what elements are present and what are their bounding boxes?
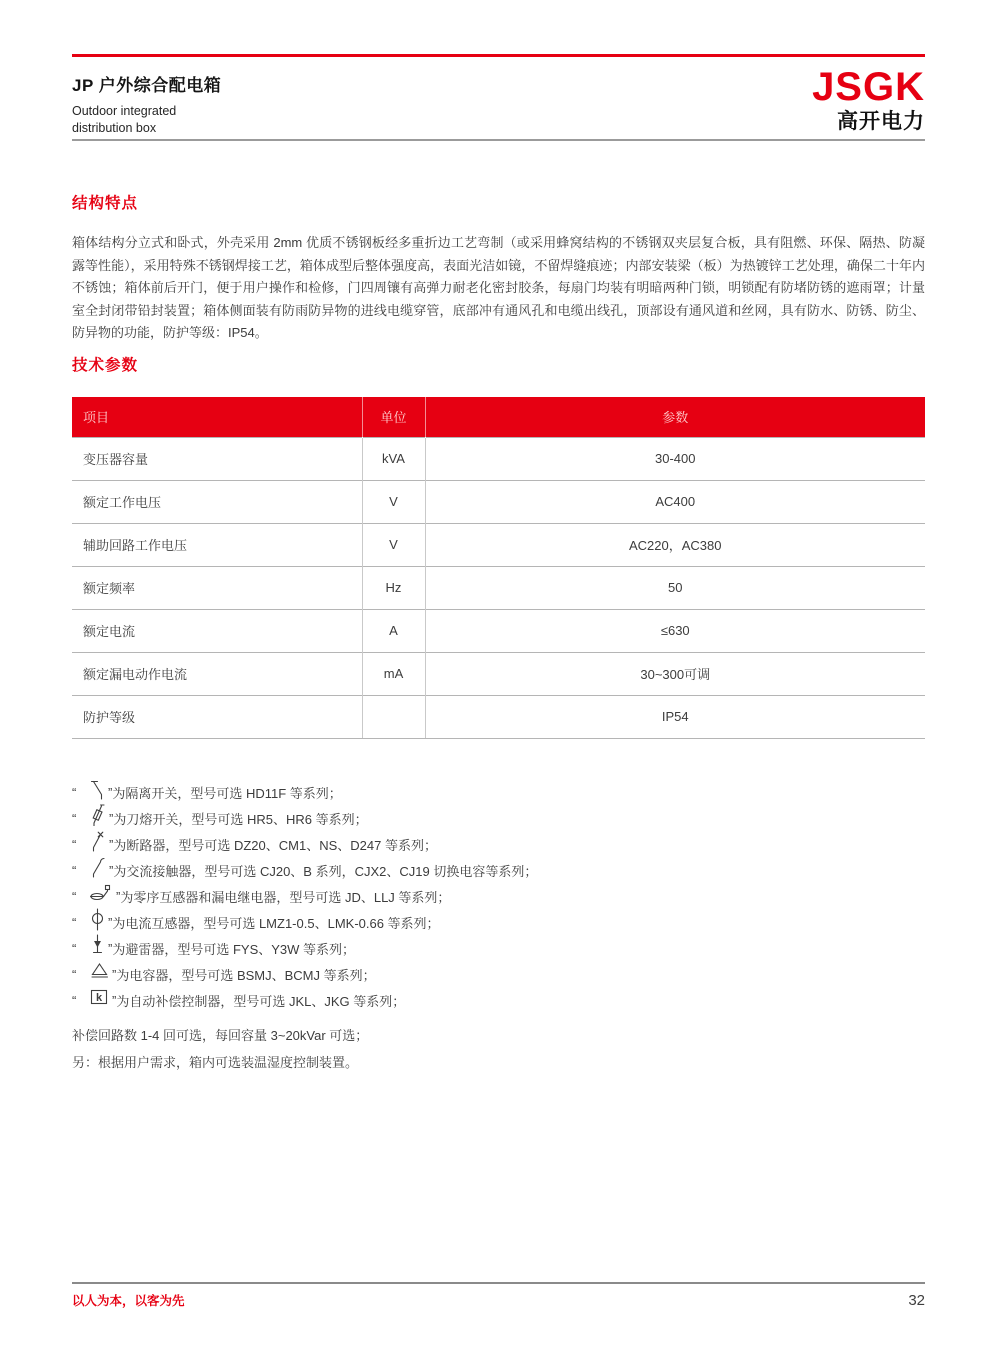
product-title: JP 户外综合配电箱 bbox=[72, 76, 222, 95]
product-subtitle-line1: Outdoor integrated bbox=[72, 104, 177, 118]
table-row bbox=[72, 652, 925, 695]
circuit-breaker-icon bbox=[90, 830, 106, 852]
open-quote: “ bbox=[72, 888, 77, 904]
symbol-legend bbox=[72, 779, 925, 1076]
legend-item bbox=[72, 883, 925, 909]
title-block bbox=[72, 67, 221, 137]
close-quote: ” bbox=[109, 810, 114, 826]
legend-text: 为避雷器，型号可选 FYS、Y3W 等系列； bbox=[112, 941, 356, 957]
brand-logo bbox=[812, 67, 925, 134]
legend-item bbox=[72, 935, 925, 961]
spec-value: 30-400 bbox=[425, 437, 925, 480]
open-quote: “ bbox=[72, 836, 77, 852]
open-quote: “ bbox=[72, 966, 77, 982]
capacitor-icon bbox=[90, 962, 109, 980]
spec-item: 防护等级 bbox=[72, 695, 362, 738]
spec-unit: kVA bbox=[362, 437, 425, 480]
legend-item bbox=[72, 831, 925, 857]
specs-heading: 技术参数 bbox=[72, 357, 139, 374]
close-quote: ” bbox=[112, 966, 117, 982]
spec-item: 额定漏电动作电流 bbox=[72, 652, 362, 695]
footer-divider bbox=[72, 1282, 925, 1284]
spec-value: ≤630 bbox=[425, 609, 925, 652]
top-red-rule bbox=[72, 54, 925, 57]
spec-value: 30~300可调 bbox=[425, 652, 925, 695]
legend-item bbox=[72, 805, 925, 831]
features-heading: 结构特点 bbox=[72, 195, 139, 212]
legend-text: 为断路器，型号可选 DZ20、CM1、NS、D247 等系列； bbox=[113, 837, 437, 853]
legend-notes bbox=[72, 1022, 925, 1076]
legend-item bbox=[72, 987, 925, 1013]
spec-value: 50 bbox=[425, 566, 925, 609]
page-footer bbox=[72, 1291, 925, 1309]
legend-note-compensation: 补偿回路数 1-4 回可选，每回容量 3~20kVar 可选； bbox=[72, 1028, 369, 1043]
footer-slogan: 以人为本，以客为先 bbox=[72, 1294, 185, 1308]
spec-value: AC400 bbox=[425, 480, 925, 523]
spec-unit: V bbox=[362, 480, 425, 523]
legend-item bbox=[72, 779, 925, 805]
table-row bbox=[72, 437, 925, 480]
specs-section bbox=[72, 353, 925, 739]
product-subtitle-line2: distribution box bbox=[72, 121, 157, 135]
features-section bbox=[72, 191, 925, 345]
table-row bbox=[72, 609, 925, 652]
spec-item: 辅助回路工作电压 bbox=[72, 523, 362, 566]
legend-text: 为自动补偿控制器，型号可选 JKL、JKG 等系列； bbox=[116, 993, 406, 1009]
legend-text: 为交流接触器，型号可选 CJ20、B 系列，CJX2、CJ19 切换电容等系列； bbox=[113, 863, 538, 879]
spec-value: AC220，AC380 bbox=[425, 523, 925, 566]
legend-item bbox=[72, 961, 925, 987]
brand-logo-text: JSGK bbox=[812, 65, 925, 109]
spec-item: 额定频率 bbox=[72, 566, 362, 609]
legend-note-optional: 另：根据用户需求，箱内可选装温湿度控制装置。 bbox=[72, 1055, 359, 1070]
open-quote: “ bbox=[72, 914, 77, 930]
spec-unit: A bbox=[362, 609, 425, 652]
compensation-controller-icon bbox=[90, 988, 109, 1006]
legend-text: 为隔离开关，型号可选 HD11F 等系列； bbox=[112, 785, 342, 801]
isolator-switch-icon bbox=[90, 778, 105, 800]
table-row bbox=[72, 695, 925, 738]
open-quote: “ bbox=[72, 862, 77, 878]
surge-arrester-icon bbox=[90, 934, 105, 957]
legend-text: 为零序互感器和漏电继电器，型号可选 JD、LLJ 等系列； bbox=[120, 889, 451, 905]
close-quote: ” bbox=[112, 992, 117, 1008]
brand-logo-subtext: 高开电力 bbox=[837, 110, 925, 133]
legend-text: 为刀熔开关，型号可选 HR5、HR6 等系列； bbox=[113, 811, 368, 827]
open-quote: “ bbox=[72, 810, 77, 826]
zero-sequence-ct-relay-icon bbox=[90, 883, 113, 903]
table-row bbox=[72, 480, 925, 523]
page-number: 32 bbox=[908, 1291, 925, 1309]
close-quote: ” bbox=[108, 784, 113, 800]
open-quote: “ bbox=[72, 992, 77, 1008]
close-quote: ” bbox=[108, 914, 113, 930]
ac-contactor-icon bbox=[90, 856, 106, 878]
current-transformer-icon bbox=[90, 908, 105, 931]
specs-header-row bbox=[72, 397, 925, 437]
svg-text:k: k bbox=[95, 992, 103, 1004]
open-quote: “ bbox=[72, 784, 77, 800]
close-quote: ” bbox=[109, 836, 114, 852]
col-header-unit: 单位 bbox=[362, 397, 425, 437]
page-header bbox=[72, 67, 925, 137]
legend-text: 为电流互感器，型号可选 LMZ1-0.5、LMK-0.66 等系列； bbox=[112, 915, 440, 931]
spec-item: 变压器容量 bbox=[72, 437, 362, 480]
spec-unit: Hz bbox=[362, 566, 425, 609]
header-divider bbox=[72, 139, 925, 141]
specs-table bbox=[72, 397, 925, 739]
table-row bbox=[72, 566, 925, 609]
legend-item bbox=[72, 909, 925, 935]
spec-unit: mA bbox=[362, 652, 425, 695]
features-body: 箱体结构分立式和卧式，外壳采用 2mm 优质不锈钢板经多重折边工艺弯制（或采用蜂窝结构的不锈钢双夹层复合板，具有阻燃、环保、隔热、防凝露等性能），采用特殊不锈钢焊接工艺，箱体成型后整体强度高，表面光洁如镜，不留焊缝痕迹；内部安装梁（板）为热镀锌工艺处理，确保二十年内不锈蚀；箱体前后开门，便于用户操作和检修，门四周镶有高弹力耐老化密封胶条，每扇门均装有明暗两种门锁，明锁配有防堵防锈的遮雨罩；计量室全封闭带铅封装置；箱体侧面装有防雨防异物的进线电缆穿管，底部冲有通风孔和电缆出线孔，顶部设有通风道和丝网，具有防水、防锈、防尘、防异物的功能，防护等级：IP54。 bbox=[72, 235, 925, 340]
legend-item bbox=[72, 857, 925, 883]
knife-fuse-switch-icon bbox=[90, 804, 106, 826]
spec-item: 额定电流 bbox=[72, 609, 362, 652]
col-header-item: 项目 bbox=[72, 397, 362, 437]
open-quote: “ bbox=[72, 940, 77, 956]
product-subtitle-en bbox=[72, 103, 221, 137]
close-quote: ” bbox=[109, 862, 114, 878]
col-header-param: 参数 bbox=[425, 397, 925, 437]
legend-text: 为电容器，型号可选 BSMJ、BCMJ 等系列； bbox=[116, 967, 376, 983]
close-quote: ” bbox=[108, 940, 113, 956]
spec-unit: V bbox=[362, 523, 425, 566]
spec-item: 额定工作电压 bbox=[72, 480, 362, 523]
table-row bbox=[72, 523, 925, 566]
spec-unit bbox=[362, 695, 425, 738]
spec-value: IP54 bbox=[425, 695, 925, 738]
close-quote: ” bbox=[116, 888, 121, 904]
